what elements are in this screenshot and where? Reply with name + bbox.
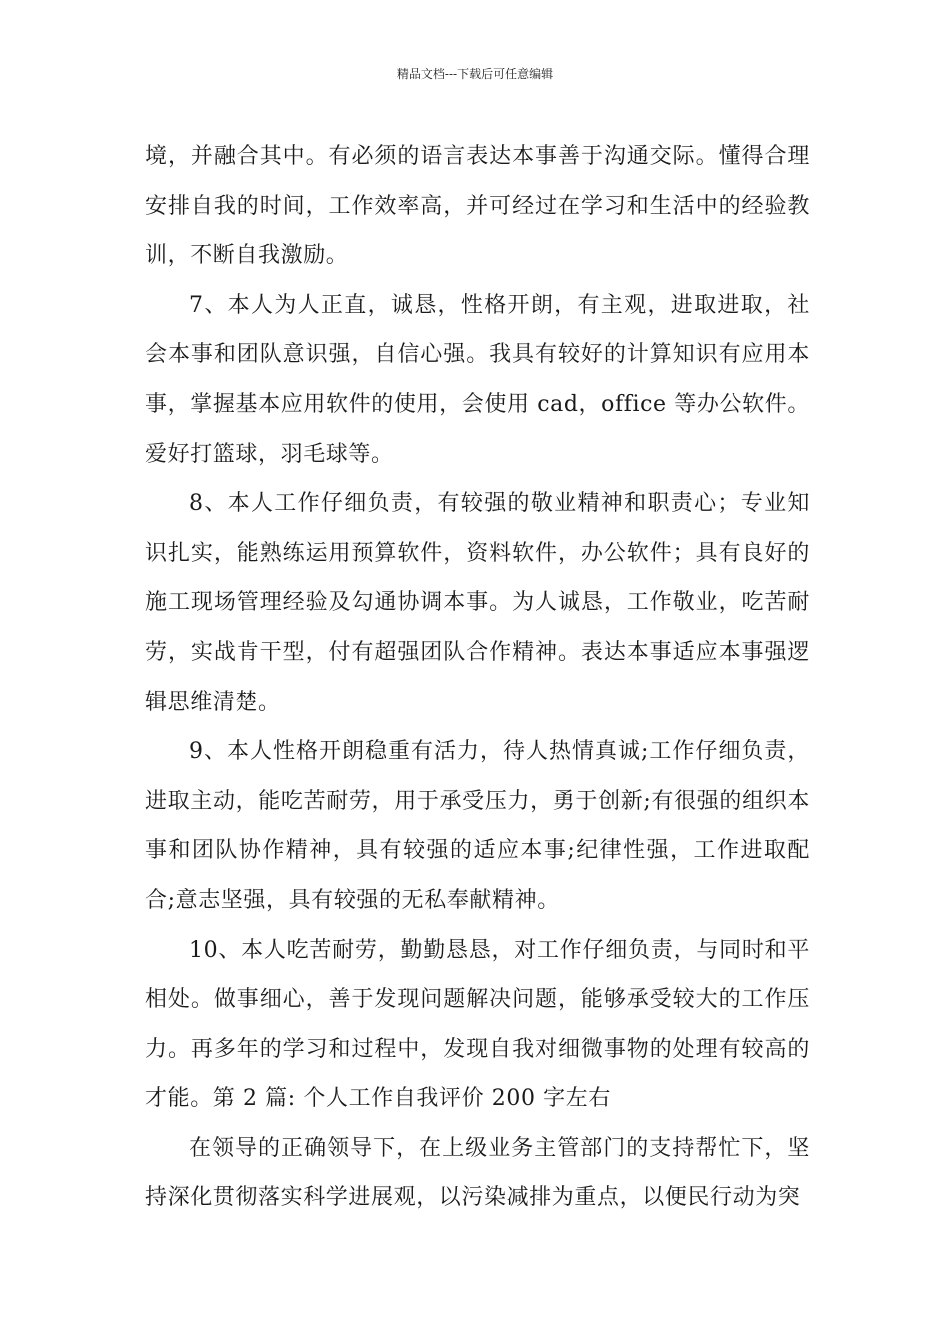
document-body [145, 132, 810, 1223]
paragraph-item-8: 8、本人工作仔细负责，有较强的敬业精神和职责心；专业知识扎实，能熟练运用预算软件，资料软件，办公软件；具有良好的施工现场管理经验及勾通协调本事。为人诚恳，工作敬业，吃苦耐劳，实战肯干型，付有超强团队合作精神。表达本事适应本事强逻辑思维清楚。 [145, 491, 810, 715]
paragraph-continuation: 境，并融合其中。有必须的语言表达本事善于沟通交际。懂得合理安排自我的时间，工作效率高，并可经过在学习和生活中的经验教训，不断自我激励。 [145, 144, 810, 269]
page-header: 精品文档---下载后可任意编辑 [396, 67, 554, 81]
paragraph-item-10: 10、本人吃苦耐劳，勤勤恳恳，对工作仔细负责，与同时和平相处。做事细心，善于发现问题解决问题，能够承受较大的工作压力。再多年的学习和过程中，发现自我对细微事物的处理有较高的才能。第 2 篇: 个人工作自我评价 200 字左右 [145, 937, 810, 1112]
paragraph-section-2: 在领导的正确领导下，在上级业务主管部门的支持帮忙下，坚持深化贯彻落实科学进展观，以污染减排为重点，以便民行动为突 [145, 1135, 810, 1211]
paragraph-item-9: 9、本人性格开朗稳重有活力，待人热情真诚;工作仔细负责，进取主动，能吃苦耐劳，用于承受压力，勇于创新;有很强的组织本事和团队协作精神，具有较强的适应本事;纪律性强，工作进取配合;意志坚强，具有较强的无私奉献精神。 [145, 739, 810, 913]
paragraph-item-7: 7、本人为人正直，诚恳，性格开朗，有主观，进取进取，社会本事和团队意识强，自信心强。我具有较好的计算知识有应用本事，掌握基本应用软件的使用，会使用 cad，office 等办公软件。爱好打篮球，羽毛球等。 [145, 292, 810, 467]
